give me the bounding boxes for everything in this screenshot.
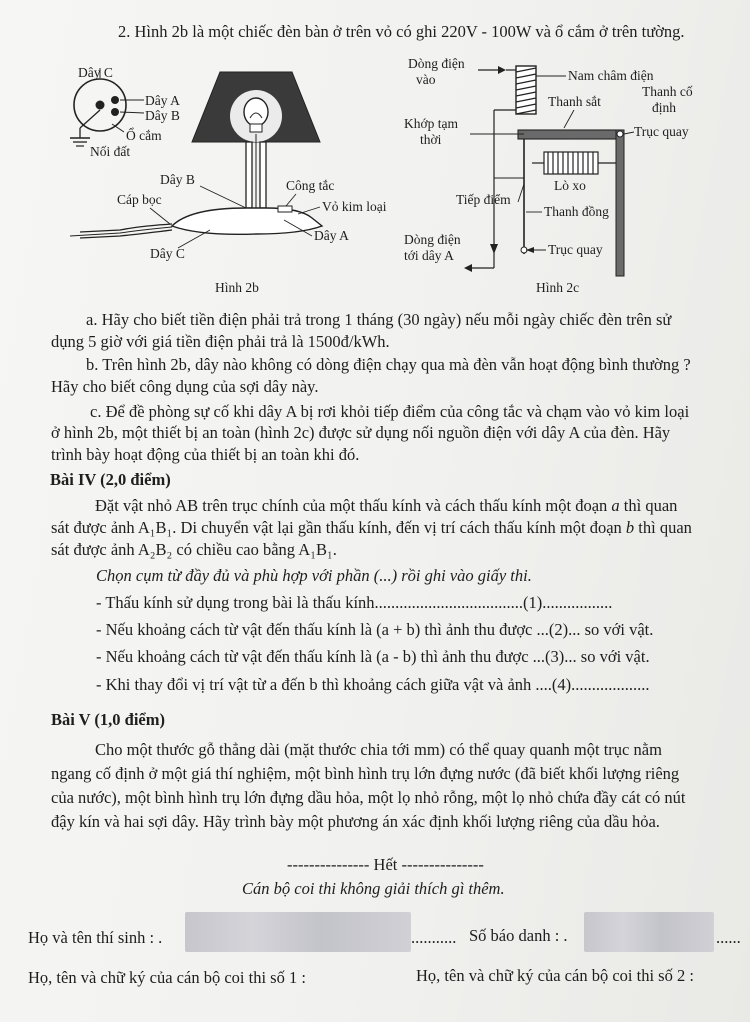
label-o-cam: Ổ cắm	[126, 128, 162, 143]
label-dong-dien-toi-1: Dòng điện	[404, 232, 461, 247]
q2b-line2: Hãy cho biết công dụng của sợi dây này.	[51, 377, 319, 396]
candidate-name-dots: ...........	[411, 928, 457, 947]
label-thanh-co-dinh-1: Thanh cố	[642, 84, 693, 99]
bai5-line4: đậy kín và hai sợi dây. Hãy trình bày một phương án xác định khối lượng riêng của dầu hỏa.	[51, 812, 660, 831]
bai4-instruction: Chọn cụm từ đầy đủ và phù hợp với phần (...) rồi ghi vào giấy thi.	[96, 566, 532, 585]
spring	[532, 152, 616, 174]
bai5-line2: ngang cố định ở một giá thí nghiệm, một bình hình trụ lớn đựng nước (đã biết khối lượng riêng	[51, 764, 680, 783]
q2c-line2: ở hình 2b, một thiết bị an toàn (hình 2c) được sử dụng nối nguồn điện với dây A của đèn. Hãy	[51, 423, 671, 442]
label-khop-tam-1: Khớp tạm	[404, 116, 459, 131]
label-vo-kim-loai: Vỏ kim loại	[322, 199, 387, 214]
redacted-candidate-number	[584, 912, 714, 952]
label-day-b: Dây B	[160, 172, 195, 187]
figure-2b-caption: Hình 2b	[215, 280, 259, 295]
bai4-item-3: - Nếu khoảng cách từ vật đến thấu kính là (a - b) thì ảnh thu được ...(3)... so với vật.	[96, 647, 650, 666]
pivot-top	[617, 131, 623, 137]
label-thanh-sat: Thanh sắt	[548, 94, 601, 109]
q2b-line1: b. Trên hình 2b, dây nào không có dòng điện chạy qua mà đèn vẫn hoạt động bình thường ?	[86, 355, 691, 374]
label-dong-dien-vao-2: vào	[416, 72, 436, 87]
bai5-title: Bài V (1,0 điểm)	[51, 710, 165, 729]
label-thanh-co-dinh-2: định	[652, 100, 677, 115]
invigilator-1-label: Họ, tên và chữ ký của cán bộ coi thi số 1 :	[28, 968, 306, 987]
bai4-line1: Đặt vật nhỏ AB trên trục chính của một thấu kính và cách thấu kính một đoạn a thì quan	[95, 496, 678, 515]
figure-2b	[60, 58, 410, 298]
socket-hole-a	[111, 96, 119, 104]
label-day-c: Dây C	[150, 246, 185, 261]
label-day-a-top: Dây A	[145, 93, 180, 108]
label-thanh-dong: Thanh đồng	[544, 204, 609, 219]
candidate-number-label: Số báo danh : .	[469, 926, 568, 945]
candidate-number-dots: ......	[716, 928, 741, 947]
label-truc-quay-bottom: Trục quay	[548, 242, 603, 257]
lamp-base	[172, 208, 322, 234]
iron-bar	[518, 130, 622, 139]
label-truc-quay-top: Trục quay	[634, 124, 689, 139]
question-2-intro: 2. Hình 2b là một chiếc đèn bàn ở trên vỏ có ghi 220V - 100W và ổ cắm ở trên tường.	[118, 22, 685, 41]
fixed-bar	[616, 130, 624, 276]
bai4-item-4: - Khi thay đổi vị trí vật từ a đến b thì khoảng cách giữa vật và ảnh ....(4)...................	[96, 675, 650, 694]
switch	[278, 206, 292, 212]
label-day-b-top: Dây B	[145, 108, 180, 123]
invigilator-note: Cán bộ coi thi không giải thích gì thêm.	[242, 879, 505, 898]
candidate-name-label: Họ và tên thí sinh : .	[28, 928, 163, 947]
end-marker: --------------- Hết ---------------	[287, 855, 484, 874]
label-cong-tac: Công tắc	[286, 178, 335, 193]
label-day-a: Dây A	[314, 228, 349, 243]
label-lo-xo: Lò xo	[554, 178, 586, 193]
socket-hole-b	[111, 108, 119, 116]
label-day-c-top: Dây C	[78, 65, 113, 80]
label-dong-dien-toi-2: tới dây A	[404, 248, 454, 263]
bai4-item-2: - Nếu khoảng cách từ vật đến thấu kính là (a + b) thì ảnh thu được ...(2)... so với vật.	[96, 620, 654, 639]
q2a-line1: a. Hãy cho biết tiền điện phải trả trong 1 tháng (30 ngày) nếu mỗi ngày chiếc đèn trên sử	[86, 310, 672, 329]
label-noi-dat: Nối đất	[90, 144, 131, 159]
label-khop-tam-2: thời	[420, 132, 442, 147]
invigilator-2-label: Họ, tên và chữ ký của cán bộ coi thi số 2 :	[416, 966, 694, 985]
lamp-stem	[246, 142, 252, 208]
bai5-line3: của nước), một bình hình trụ lớn đựng dầu hỏa, một lọ nhỏ rỗng, một lọ nhỏ chứa đầy cát có nút	[51, 788, 686, 807]
label-nam-cham: Nam châm điện	[568, 68, 654, 83]
label-tiep-diem: Tiếp điểm	[456, 192, 511, 207]
bai5-line1: Cho một thước gỗ thẳng dài (mặt thước chia tới mm) có thể quay quanh một trục nằm	[95, 740, 662, 759]
label-cap-boc: Cáp bọc	[117, 192, 162, 207]
bai4-line3: sát được ảnh A₂B₂ có chiều cao bằng A₁B₁.	[51, 540, 337, 559]
label-dong-dien-vao-1: Dòng điện	[408, 56, 465, 71]
redacted-candidate-name	[185, 912, 411, 952]
bai4-item-1: - Thấu kính sử dụng trong bài là thấu kính....................................(1).................	[96, 593, 613, 612]
bai4-title: Bài IV (2,0 điểm)	[50, 470, 171, 489]
q2c-line1: c. Để đề phòng sự cố khi dây A bị rơi khỏi tiếp điểm của công tắc và chạm vào vỏ kim loại	[90, 402, 690, 421]
socket-hole-c	[96, 101, 105, 110]
bai4-line2: sát được ảnh A₁B₁. Di chuyển vật lại gần thấu kính, đến vị trí cách thấu kính một đoạn b thì quan	[51, 518, 692, 537]
bulb	[244, 98, 268, 126]
q2a-line2: dụng 5 giờ với giá tiền điện phải trả là 1500đ/kWh.	[51, 332, 390, 351]
figure-2c-caption: Hình 2c	[536, 280, 580, 295]
figure-2c	[398, 54, 718, 298]
q2c-line3: trình bày hoạt động của thiết bị an toàn khi đó.	[51, 445, 360, 464]
